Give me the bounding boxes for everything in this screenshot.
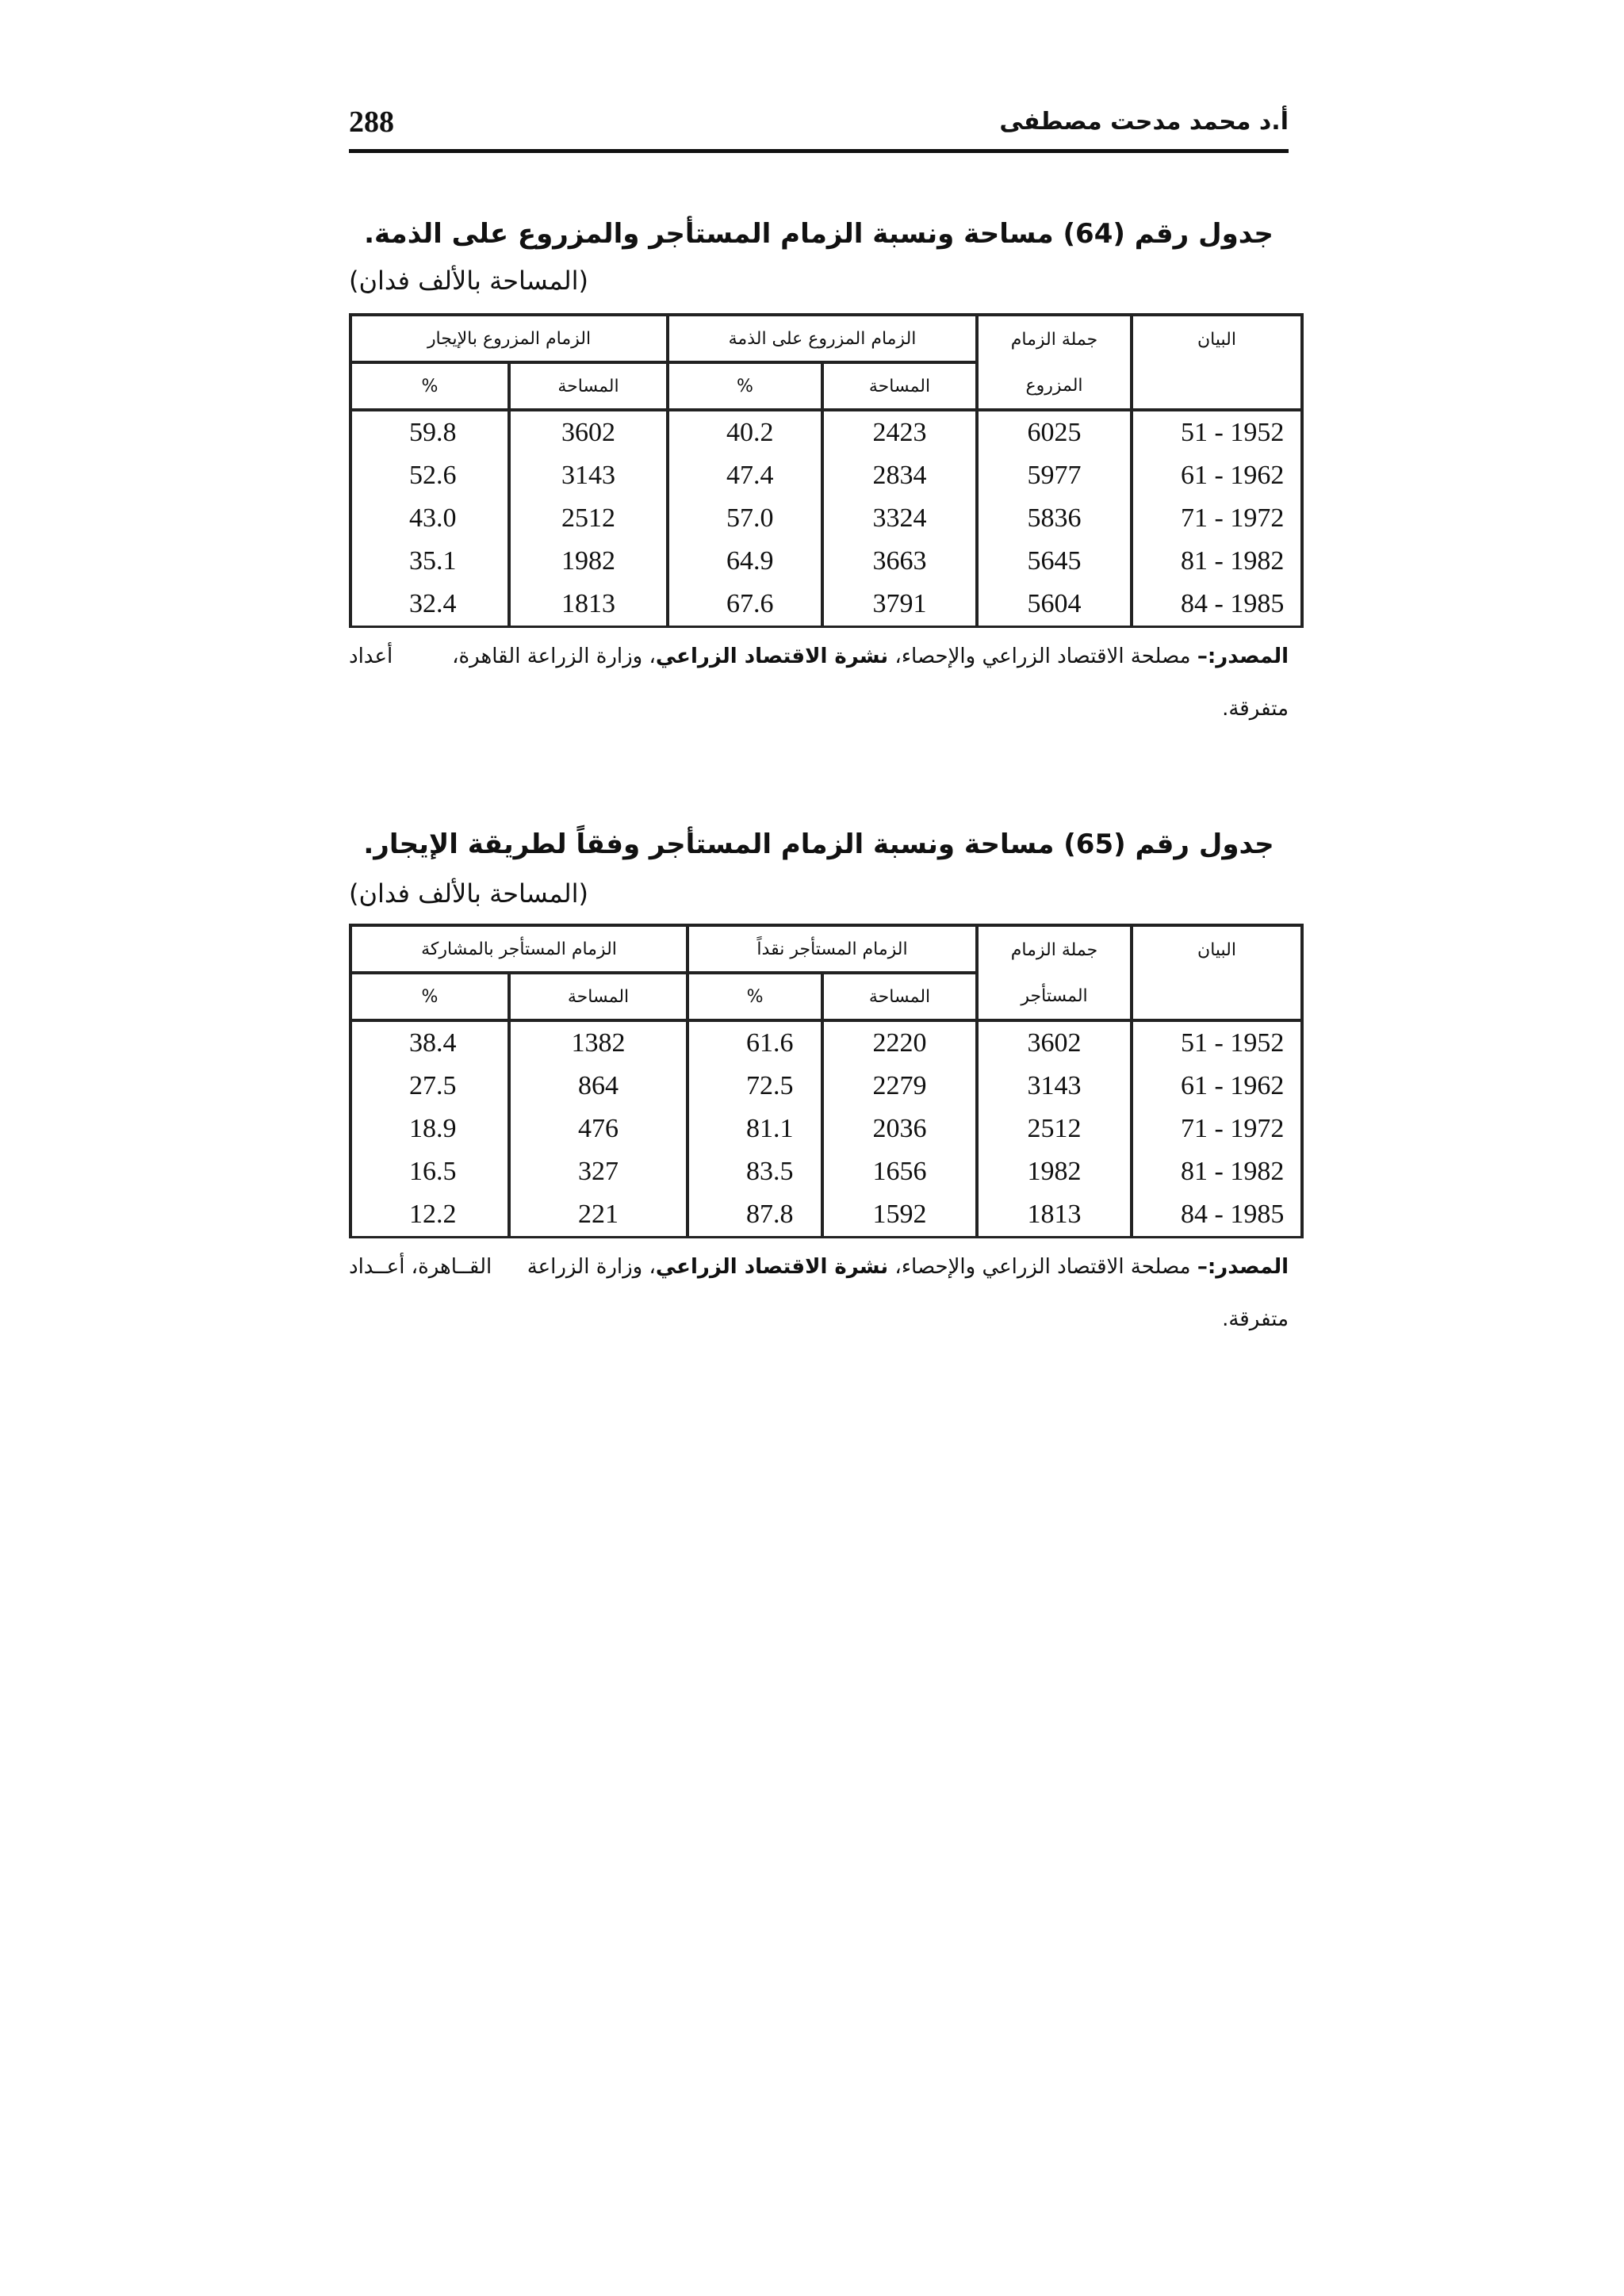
header-total-bottom: المزروع	[977, 362, 1132, 410]
row-year: 81 - 1982	[1132, 540, 1302, 583]
row-area-1: 2036	[822, 1108, 977, 1150]
header-group-1: الزمام المزروع على الذمة	[668, 315, 977, 362]
table-row	[350, 1065, 1302, 1108]
header-pct-1: %	[668, 362, 822, 410]
row-pct-1: 40.2	[668, 410, 822, 454]
row-pct-2: 38.4	[350, 1020, 509, 1065]
row-total: 3143	[977, 1065, 1132, 1108]
row-area-1: 2279	[822, 1065, 977, 1108]
table-65-unit: (المساحة بالألف فدان)	[349, 878, 588, 909]
row-year: 61 - 1962	[1132, 454, 1302, 497]
row-area-1: 2423	[822, 410, 977, 454]
row-area-1: 1656	[822, 1150, 977, 1193]
row-total: 5645	[977, 540, 1132, 583]
row-area-1: 2220	[822, 1020, 977, 1065]
row-pct-2: 35.1	[350, 540, 509, 583]
row-year: 51 - 1952	[1132, 410, 1302, 454]
table-row	[350, 410, 1302, 454]
row-area-2: 327	[509, 1150, 688, 1193]
row-total: 5604	[977, 583, 1132, 627]
source-publication: نشرة الاقتصاد الزراعي	[655, 1255, 889, 1279]
row-pct-1: 67.6	[668, 583, 822, 627]
source-line-2: متفرقة.	[1222, 1307, 1289, 1331]
row-area-2: 1382	[509, 1020, 688, 1065]
table-64	[349, 313, 1304, 628]
header-pct-1: %	[688, 973, 822, 1020]
table-64-source	[349, 630, 1289, 735]
row-total: 2512	[977, 1108, 1132, 1150]
row-area-1: 2834	[822, 454, 977, 497]
source-publication: نشرة الاقتصاد الزراعي	[655, 645, 889, 668]
header-area-1: المساحة	[822, 973, 977, 1020]
source-text-1: مصلحة الاقتصاد الزراعي والإحصاء،	[888, 1255, 1197, 1279]
table-row	[350, 1193, 1302, 1238]
row-year: 61 - 1962	[1132, 1065, 1302, 1108]
table-row	[350, 540, 1302, 583]
row-pct-1: 81.1	[688, 1108, 822, 1150]
row-area-1: 3791	[822, 583, 977, 627]
row-pct-1: 57.0	[668, 497, 822, 540]
page-number: 288	[349, 105, 394, 139]
row-area-1: 1592	[822, 1193, 977, 1238]
row-pct-2: 27.5	[350, 1065, 509, 1108]
header-group-1: الزمام المستأجر نقداً	[688, 925, 977, 973]
row-year: 81 - 1982	[1132, 1150, 1302, 1193]
header-label: البيان	[1132, 315, 1302, 362]
header-pct-2: %	[350, 973, 509, 1020]
table-row	[350, 1108, 1302, 1150]
row-area-2: 864	[509, 1065, 688, 1108]
row-area-2: 1813	[509, 583, 668, 627]
row-pct-2: 18.9	[350, 1108, 509, 1150]
table-65-source	[349, 1241, 1289, 1345]
author-name: أ.د محمد مدحت مصطفى	[999, 108, 1289, 136]
header-group-2: الزمام المستأجر بالمشاركة	[350, 925, 688, 973]
row-pct-1: 64.9	[668, 540, 822, 583]
row-total: 1982	[977, 1150, 1132, 1193]
row-total: 1813	[977, 1193, 1132, 1238]
table-64-title: جدول رقم (64) مساحة ونسبة الزمام المستأجر والمزروع على الذمة.	[364, 218, 1274, 250]
row-year: 84 - 1985	[1132, 1193, 1302, 1238]
row-pct-1: 83.5	[688, 1150, 822, 1193]
source-text-2: ، وزارة الزراعة	[527, 1255, 656, 1279]
row-area-2: 2512	[509, 497, 668, 540]
source-tail: القــاهرة، أعــداد	[349, 1255, 492, 1279]
row-pct-1: 47.4	[668, 454, 822, 497]
row-pct-1: 87.8	[688, 1193, 822, 1238]
row-area-1: 3324	[822, 497, 977, 540]
table-row	[350, 1020, 1302, 1065]
row-pct-2: 59.8	[350, 410, 509, 454]
row-total: 5977	[977, 454, 1132, 497]
source-label: المصدر:–	[1197, 1255, 1289, 1279]
header-total-top: جملة الزمام	[977, 925, 1132, 973]
row-total: 5836	[977, 497, 1132, 540]
source-text-1: مصلحة الاقتصاد الزراعي والإحصاء،	[888, 645, 1197, 668]
row-pct-2: 12.2	[350, 1193, 509, 1238]
table-row	[350, 454, 1302, 497]
row-pct-1: 72.5	[688, 1065, 822, 1108]
row-total: 3602	[977, 1020, 1132, 1065]
header-label-blank	[1132, 362, 1302, 410]
row-area-1: 3663	[822, 540, 977, 583]
table-row	[350, 583, 1302, 627]
table-65	[349, 924, 1304, 1238]
row-total: 6025	[977, 410, 1132, 454]
table-64-unit: (المساحة بالألف فدان)	[349, 266, 588, 296]
row-area-2: 476	[509, 1108, 688, 1150]
row-area-2: 221	[509, 1193, 688, 1238]
header-area-2: المساحة	[509, 973, 688, 1020]
source-tail: أعداد	[349, 645, 393, 668]
header-total-bottom: المستأجر	[977, 973, 1132, 1020]
source-text-2: ، وزارة الزراعة القاهرة،	[452, 645, 656, 668]
row-year: 84 - 1985	[1132, 583, 1302, 627]
header-group-2: الزمام المزروع بالإيجار	[350, 315, 668, 362]
table-65-title: جدول رقم (65) مساحة ونسبة الزمام المستأجر وفقاً لطريقة الإيجار.	[363, 828, 1274, 860]
row-year: 51 - 1952	[1132, 1020, 1302, 1065]
row-area-2: 3143	[509, 454, 668, 497]
header-label-blank	[1132, 973, 1302, 1020]
row-area-2: 3602	[509, 410, 668, 454]
table-row	[350, 497, 1302, 540]
table-row	[350, 1150, 1302, 1193]
header-area-2: المساحة	[509, 362, 668, 410]
header-area-1: المساحة	[822, 362, 977, 410]
page-header	[349, 103, 1289, 153]
row-year: 71 - 1972	[1132, 1108, 1302, 1150]
header-pct-2: %	[350, 362, 509, 410]
row-pct-1: 61.6	[688, 1020, 822, 1065]
row-pct-2: 16.5	[350, 1150, 509, 1193]
row-pct-2: 52.6	[350, 454, 509, 497]
row-area-2: 1982	[509, 540, 668, 583]
source-label: المصدر:–	[1197, 645, 1289, 668]
row-pct-2: 32.4	[350, 583, 509, 627]
row-pct-2: 43.0	[350, 497, 509, 540]
header-total-top: جملة الزمام	[977, 315, 1132, 362]
header-label: البيان	[1132, 925, 1302, 973]
row-year: 71 - 1972	[1132, 497, 1302, 540]
source-line-2: متفرقة.	[1222, 697, 1289, 721]
